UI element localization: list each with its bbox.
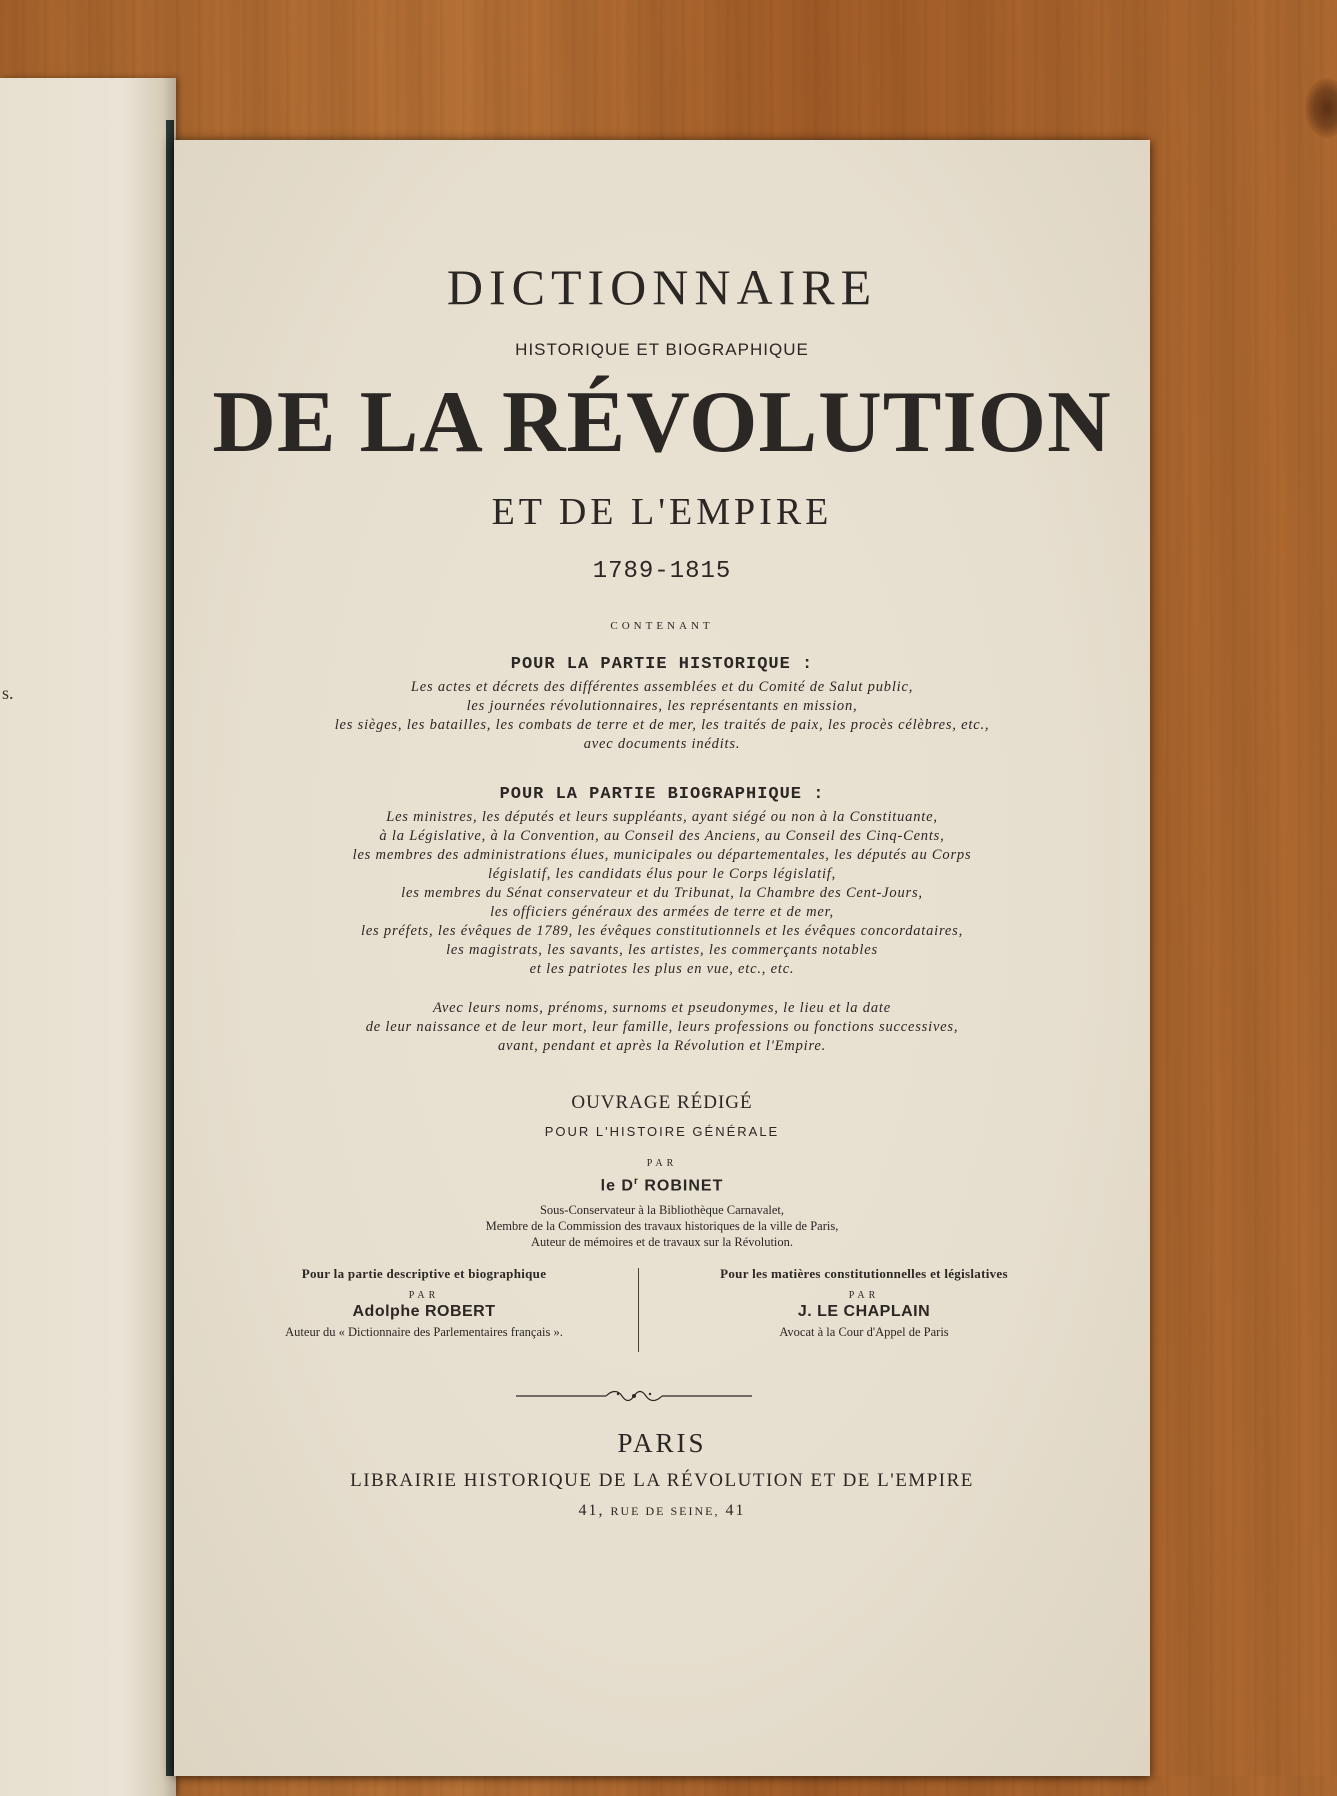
text-line: les sièges, les batailles, les combats de terre et de mer, les traités de paix, les procès célèbres, etc.,	[334, 717, 990, 733]
text-line: législatif, les candidats élus pour le Corps législatif,	[487, 866, 837, 882]
author-prefix: le D	[600, 1177, 634, 1195]
imprint-publisher: LIBRAIRIE HISTORIQUE DE LA RÉVOLUTION ET DE L'EMPIRE	[350, 1470, 974, 1491]
collaborator-credit: Auteur du « Dictionnaire des Parlementaires français ».	[285, 1325, 563, 1339]
book-spine-edge	[166, 120, 174, 1776]
collaborator-credit: Avocat à la Cour d'Appel de Paris	[779, 1325, 949, 1339]
collaborator-right	[644, 1266, 1084, 1340]
text-line: de leur naissance et de leur mort, leur famille, leurs professions ou fonctions successives,	[365, 1019, 959, 1035]
wood-knot	[1305, 78, 1337, 138]
author-name	[174, 1176, 1150, 1195]
par-label: PAR	[646, 1158, 678, 1169]
title-main: DE LA RÉVOLUTION	[212, 374, 1112, 471]
title-empire: ET DE L'EMPIRE	[491, 491, 833, 533]
ornament-divider-icon	[514, 1386, 754, 1406]
text-line: à la Législative, à la Convention, au Conseil des Anciens, au Conseil des Cinq-Cents,	[379, 828, 945, 844]
imprint-address	[174, 1502, 1150, 1520]
text-line: les journées révolutionnaires, les représentants en mission,	[466, 698, 858, 714]
author-surname: ROBINET	[638, 1177, 724, 1195]
avec-paragraph	[174, 999, 1150, 1056]
par-label: PAR	[848, 1290, 880, 1301]
collaborator-name: Adolphe ROBERT	[352, 1303, 496, 1320]
imprint-city: PARIS	[617, 1428, 707, 1458]
text-line: les magistrats, les savants, les artistes, les commerçants notables	[446, 942, 878, 958]
partie-biographique-text	[174, 808, 1150, 979]
text-line: les membres des administrations élues, municipales ou départementales, les députés au Corps	[352, 847, 972, 863]
collaborator-name: J. LE CHAPLAIN	[797, 1303, 931, 1320]
text-line: Les ministres, les députés et leurs suppléants, ayant siégé ou non à la Constituante,	[386, 809, 938, 825]
title-subtitle: HISTORIQUE ET BIOGRAPHIQUE	[515, 340, 809, 359]
partie-historique-text	[174, 678, 1150, 754]
text-line: avec documents inédits.	[583, 736, 741, 752]
column-divider	[638, 1268, 639, 1352]
text-line: les préfets, les évêques de 1789, les évêques constitutionnels et les évêques concordataires,	[360, 923, 964, 939]
address-number: 41,	[578, 1502, 605, 1519]
text-line: avant, pendant et après la Révolution et l'Empire.	[497, 1038, 827, 1054]
text-line: Avec leurs noms, prénoms, surnoms et pseudonymes, le lieu et la date	[433, 1000, 891, 1016]
address-street: RUE DE SEINE,	[610, 1504, 720, 1518]
partie-historique-heading: POUR LA PARTIE HISTORIQUE :	[510, 655, 814, 674]
author-credits	[174, 1202, 1150, 1250]
credit-line: Sous-Conservateur à la Bibliothèque Carnavalet,	[539, 1203, 785, 1217]
text-line: les officiers généraux des armées de terre et de mer,	[490, 904, 834, 920]
text-line: Les actes et décrets des différentes assemblées et du Comité de Salut public,	[410, 679, 914, 695]
title-page	[174, 140, 1150, 1776]
par-label: PAR	[408, 1290, 440, 1301]
text-line: et les patriotes les plus en vue, etc., etc.	[529, 961, 795, 977]
left-page	[0, 78, 176, 1796]
ouvrage-redige: OUVRAGE RÉDIGÉ	[571, 1092, 753, 1113]
title-dictionnaire: DICTIONNAIRE	[446, 259, 878, 315]
left-page-text-fragment: s.	[2, 683, 14, 703]
credit-line: Auteur de mémoires et de travaux sur la Révolution.	[530, 1235, 794, 1249]
collaborator-role: Pour la partie descriptive et biographique	[301, 1266, 547, 1281]
address-number: 41	[725, 1502, 746, 1519]
collaborator-role: Pour les matières constitutionnelles et législatives	[720, 1266, 1008, 1281]
collaborator-left	[204, 1266, 644, 1340]
partie-biographique-heading: POUR LA PARTIE BIOGRAPHIQUE :	[499, 785, 825, 804]
author-prefix-sup: r	[633, 1176, 639, 1187]
title-years: 1789-1815	[592, 558, 732, 585]
text-line: les membres du Sénat conservateur et du Tribunat, la Chambre des Cent-Jours,	[401, 885, 923, 901]
pour-histoire-generale: POUR L'HISTOIRE GÉNÉRALE	[544, 1124, 780, 1139]
contenant-label: CONTENANT	[610, 620, 714, 632]
credit-line: Membre de la Commission des travaux historiques de la ville de Paris,	[485, 1219, 839, 1233]
